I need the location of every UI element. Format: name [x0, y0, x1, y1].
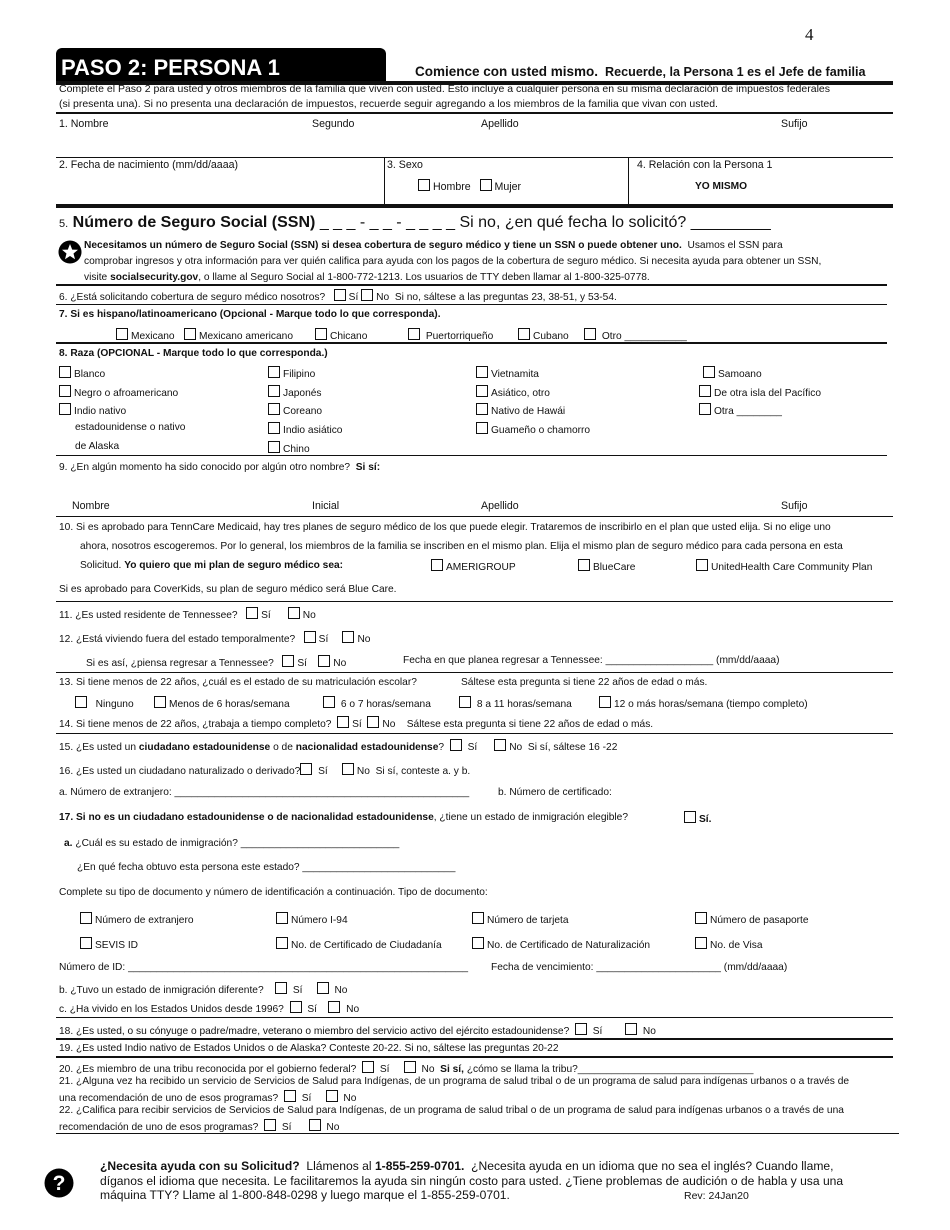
q15-no-checkbox[interactable]: [494, 739, 506, 751]
q17-doc-naturalizacion: [472, 937, 650, 951]
q13-skip: Sáltese esta pregunta si tiene 22 años de edad o más.: [461, 677, 708, 688]
q10-plan-bluecare: [578, 559, 635, 573]
q12-si-label: Sí: [318, 634, 329, 645]
q8-japones-label: Japonés: [283, 388, 322, 399]
q9-apellido-label: Apellido: [481, 500, 519, 512]
q22-line-2: [59, 1119, 339, 1133]
q8-blanco: [59, 366, 105, 380]
q11-no-checkbox[interactable]: [288, 607, 300, 619]
q14-no-label: No: [382, 719, 396, 730]
q12-no-label: No: [357, 634, 371, 645]
q16-rest: Si sí, conteste a. y b.: [375, 766, 471, 777]
q8-indio-asiatico-checkbox[interactable]: [268, 422, 280, 434]
q8-filipino: [268, 366, 315, 380]
q17-doc-visa: [695, 937, 762, 951]
q17-doc-ciudadania-checkbox[interactable]: [276, 937, 288, 949]
q17-doc-extranjero: [80, 912, 194, 926]
q8-blanco-label: Blanco: [74, 369, 106, 380]
q17-doc-extranjero-checkbox[interactable]: [80, 912, 92, 924]
q8-filipino-label: Filipino: [283, 369, 316, 380]
q21-line-1: 21. ¿Alguna vez ha recibido un servicio de Servicios de Salud para Indígenas, de un programa de salud tribal o de un programa de salud para indígenas urbanos o a través de: [59, 1076, 850, 1087]
q7-mexicano-americano-checkbox[interactable]: [184, 328, 196, 340]
q20-bold: Si sí,: [440, 1064, 464, 1075]
q8-indio-nativo-line3: de Alaska: [75, 441, 120, 452]
q6-rest: Si no, sáltese a las preguntas 23, 38-51, y 53-54.: [394, 292, 617, 303]
q16-numero-extranjero: a. Número de extranjero: ____________________________________________________: [59, 787, 470, 798]
q7-cubano-label: Cubano: [533, 331, 569, 342]
q7-mexicano-label: Mexicano: [131, 331, 175, 342]
q10-rule: [56, 601, 893, 602]
q7-mexicano-americano-label: Mexicano americano: [199, 331, 293, 342]
q17-a-bold: a.: [64, 838, 73, 849]
subtitle-bold: Comience con usted mismo.: [415, 64, 599, 79]
q11-si-label: Sí: [261, 610, 271, 621]
q8-chino: [268, 441, 310, 455]
section-title: PASO 2: PERSONA 1: [61, 55, 280, 80]
q1-rule: [56, 157, 893, 158]
q3-mujer-label: Mujer: [494, 181, 522, 193]
q6-si-checkbox[interactable]: [334, 289, 346, 301]
q17-a-label: ¿Cuál es su estado de inmigración? ____________________________: [75, 838, 400, 849]
q8-japones: [268, 385, 322, 399]
q8-guameno: [476, 422, 590, 436]
q10-solicitud: Solicitud.: [80, 560, 122, 571]
q1-segundo-label: Segundo: [312, 118, 355, 130]
q21-no-label: No: [343, 1093, 357, 1104]
q17-doc-pasaporte-label: Número de pasaporte: [710, 915, 809, 926]
q21-line-2: [59, 1090, 356, 1104]
q20-si-label: Sí: [379, 1064, 390, 1075]
q8-otra-label: Otra ________: [714, 406, 782, 417]
q2-birthdate-label: 2. Fecha de nacimiento (mm/dd/aaaa): [59, 159, 239, 171]
q8-filipino-checkbox[interactable]: [268, 366, 280, 378]
q21-no-checkbox[interactable]: [326, 1090, 338, 1102]
q17-doc-i94: [276, 912, 348, 926]
q7-opt-cubano: [518, 328, 569, 342]
q13-menos6-checkbox[interactable]: [154, 696, 166, 708]
q10-amerigroup-checkbox[interactable]: [431, 559, 443, 571]
q13-12omas-label: 12 o más horas/semana (tiempo completo): [614, 699, 808, 710]
q17-b-label: b. ¿Tuvo un estado de inmigración diferente?: [59, 985, 264, 996]
q10-line-2: ahora, nosotros escogeremos. Por lo general, los miembros de la familia se inscriben en el mismo plan. Elija el mismo plan de seguro médico para cada persona en esta: [80, 541, 843, 552]
q12-row: [59, 631, 370, 645]
q17-doc-extranjero-label: Número de extranjero: [95, 915, 194, 926]
q4-relacion-label: 4. Relación con la Persona 1: [637, 159, 773, 171]
footer-line-2: díganos el idioma que necesita. Le facilitaremos la ayuda sin ningún costo para usted. ¿Tiene problemas de audición o de habla y usa una: [100, 1174, 844, 1188]
q10-plan-amerigroup: [431, 559, 516, 573]
q3-sexo-label: 3. Sexo: [387, 159, 423, 171]
q17-c-row: [59, 1001, 359, 1015]
q10-plan-prompt: Yo quiero que mi plan de seguro médico sea:: [124, 560, 344, 571]
q21-si-label: Sí: [301, 1093, 312, 1104]
q7-opt-chicano: [315, 328, 367, 342]
q14-skip: Sáltese esta pregunta si tiene 22 años de edad o más.: [406, 719, 654, 730]
q17-a2: ¿En qué fecha obtuvo esta persona este estado? ___________________________: [77, 862, 456, 873]
q8-otra-isla-label: De otra isla del Pacífico: [714, 388, 822, 399]
q8-asiatico-otro-label: Asiático, otro: [491, 388, 550, 399]
intro-rule: [56, 112, 893, 114]
q7-opt-mexicano: [116, 328, 175, 342]
footer-bold-1: ¿Necesita ayuda con su Solicitud?: [100, 1159, 300, 1173]
q17-c-no-label: No: [346, 1004, 360, 1015]
q8-negro-label: Negro o afroamericano: [74, 388, 179, 399]
q12-sub-no-label: No: [333, 658, 347, 669]
q18-si-label: Sí: [592, 1026, 603, 1037]
q15-nacionalidad: nacionalidad estadounidense: [295, 742, 439, 753]
q3-q4-divider: [628, 157, 629, 204]
q5-note-rest: Usamos el SSN para: [687, 240, 783, 251]
q8-indio-nativo-checkbox[interactable]: [59, 403, 71, 415]
q10-unitedhealth-label: UnitedHealth Care Community Plan: [711, 562, 873, 573]
q9-nombre-label: Nombre: [72, 500, 110, 512]
q8-blanco-checkbox[interactable]: [59, 366, 71, 378]
q5-blanks: _ _ _ - _ _ - _ _ _ _: [319, 214, 456, 231]
q13-opt-12omas: [599, 696, 808, 710]
q16-label: 16. ¿Es usted un ciudadano naturalizado o derivado?: [59, 766, 301, 777]
q16-si-label: Sí: [318, 766, 328, 777]
q9-bold: Si sí:: [355, 462, 381, 473]
footer-line-3: máquina TTY? Llame al 1-800-848-0298 y luego marque el 1-855-259-0701.: [100, 1188, 510, 1202]
q8-otra-isla-checkbox[interactable]: [699, 385, 711, 397]
q13-menos6-label: Menos de 6 horas/semana: [169, 699, 290, 710]
q22-si-checkbox[interactable]: [264, 1119, 276, 1131]
q15-mid: o de: [273, 742, 293, 753]
q17-doc-naturalizacion-label: No. de Certificado de Naturalización: [487, 940, 651, 951]
q5-rule: [56, 284, 887, 286]
q12-no-checkbox[interactable]: [342, 631, 354, 643]
q9-label: 9. ¿En algún momento ha sido conocido por algún otro nombre?: [59, 462, 351, 473]
q5-note-phone: , o llame al Seguro Social al 1-800-772-1213. Los usuarios de TTY deben llamar al 1-800-325-0778.: [198, 272, 650, 283]
q4-relacion-value: YO MISMO: [695, 181, 748, 192]
q6-rule: [56, 304, 887, 305]
q17-si: [684, 811, 711, 825]
q8-coreano-checkbox[interactable]: [268, 403, 280, 415]
q7-puertorriqueno-checkbox[interactable]: [408, 328, 420, 340]
q8-chino-label: Chino: [283, 444, 310, 455]
q17-a-row: [64, 838, 399, 849]
q17-doc-tarjeta: [472, 912, 569, 926]
q8-japones-checkbox[interactable]: [268, 385, 280, 397]
q20-label: 20. ¿Es miembro de una tribu reconocida por el gobierno federal?: [59, 1064, 357, 1075]
q17-doc-pasaporte: [695, 912, 809, 926]
q14-si-checkbox[interactable]: [337, 716, 349, 728]
q15-si-checkbox[interactable]: [450, 739, 462, 751]
q17-doc-naturalizacion-checkbox[interactable]: [472, 937, 484, 949]
q13-opt-menos6: [154, 696, 290, 710]
q14-rule: [56, 733, 893, 734]
q13-12omas-checkbox[interactable]: [599, 696, 611, 708]
q8-nativo-hawai-checkbox[interactable]: [476, 403, 488, 415]
q6-no-label: No: [376, 292, 390, 303]
q13-label: 13. Si tiene menos de 22 años, ¿cuál es el estado de su matriculación escolar?: [59, 677, 417, 688]
q12-sub-row: [86, 655, 346, 669]
q5-ssn: [59, 214, 771, 232]
q6-row: [59, 289, 617, 303]
q13-ninguno-checkbox[interactable]: [75, 696, 87, 708]
q20-rest: ¿cómo se llama la tribu?_______________________________: [466, 1064, 754, 1075]
q17-doc-visa-label: No. de Visa: [710, 940, 763, 951]
subtitle-rest: Recuerde, la Persona 1 es el Jefe de familia: [605, 65, 866, 79]
q15-row: [59, 739, 617, 753]
footer-phone: 1-855-259-0701.: [374, 1159, 465, 1173]
q17-doc-i94-checkbox[interactable]: [276, 912, 288, 924]
q20-row: [59, 1061, 753, 1075]
q10-plan-unitedhealth: [696, 559, 872, 573]
q8-indio-nativo: [59, 403, 126, 417]
revision-date: Rev: 24Jan20: [684, 1190, 749, 1202]
q6-si-label: Sí: [348, 292, 359, 303]
q3-hombre-checkbox[interactable]: [418, 179, 430, 191]
q11-label: 11. ¿Es usted residente de Tennessee?: [59, 610, 238, 621]
q8-samoano-label: Samoano: [718, 369, 762, 380]
q8-vietnamita: [476, 366, 539, 380]
q17-numero-id: Número de ID: ____________________________________________________________: [59, 962, 469, 973]
q17-b-no-label: No: [334, 985, 348, 996]
q7-puertorriqueno-label: Puertorriqueño: [425, 331, 494, 342]
intro-line-1: Complete el Paso 2 para usted y otros miembros de la familia que viven con usted. Esto incluye a cualquier persona en su misma declaración de impuestos federales: [59, 83, 830, 95]
q8-chino-checkbox[interactable]: [268, 441, 280, 453]
q16-si-checkbox[interactable]: [300, 763, 312, 775]
q20-no-checkbox[interactable]: [404, 1061, 416, 1073]
q7-opt-mexicano-americano: [184, 328, 293, 342]
q18-label: 18. ¿Es usted, o su cónyuge o padre/madre, veterano o miembro del servicio activo del ejército estadounidense?: [59, 1026, 570, 1037]
q9-inicial-label: Inicial: [312, 500, 340, 512]
q2-q3-divider: [384, 157, 385, 204]
q10-amerigroup-label: AMERIGROUP: [446, 562, 516, 573]
q17-rest: , ¿tiene un estado de inmigración elegible?: [433, 812, 629, 823]
q8-nativo-hawai-label: Nativo de Hawái: [491, 406, 566, 417]
q8-label: 8. Raza (OPCIONAL - Marque todo lo que corresponda.): [59, 348, 328, 359]
q8-nativo-hawai: [476, 403, 565, 417]
q17-doc-pasaporte-checkbox[interactable]: [695, 912, 707, 924]
q20-no-label: No: [421, 1064, 435, 1075]
q9-sufijo-label: Sufijo: [781, 500, 808, 512]
q17-row: [59, 812, 628, 823]
q13-6o7-checkbox[interactable]: [323, 696, 335, 708]
q17-c-no-checkbox[interactable]: [328, 1001, 340, 1013]
q8-indio-nativo-line2: estadounidense o nativo: [75, 422, 186, 433]
q5-note-line-3: [84, 272, 650, 283]
q12-sub-no-checkbox[interactable]: [318, 655, 330, 667]
q17-doc-sevis-checkbox[interactable]: [80, 937, 92, 949]
q4-rule: [56, 204, 893, 208]
q19-rule: [56, 1056, 893, 1058]
q14-row: [59, 716, 653, 730]
q14-no-checkbox[interactable]: [367, 716, 379, 728]
q8-asiatico-otro: [476, 385, 550, 399]
q22-no-label: No: [326, 1122, 340, 1133]
q5-num: 5.: [59, 218, 69, 230]
footer-text-2: ¿Necesita ayuda en un idioma que no sea el inglés? Cuando llame,: [471, 1159, 834, 1173]
svg-text:?: ?: [52, 1172, 66, 1195]
q18-no-checkbox[interactable]: [625, 1023, 637, 1035]
q8-otra-checkbox[interactable]: [699, 403, 711, 415]
q17-b-si-checkbox[interactable]: [275, 982, 287, 994]
q21-line-2-text: una recomendación de uno de esos programas?: [59, 1093, 279, 1104]
q7-otro-label: Otro ___________: [601, 331, 687, 342]
q10-bluecare-label: BlueCare: [593, 562, 636, 573]
q13-opt-6o7: [323, 696, 431, 710]
q18-si-checkbox[interactable]: [575, 1023, 587, 1035]
q17-doc-tarjeta-label: Número de tarjeta: [487, 915, 569, 926]
q12-si-checkbox[interactable]: [304, 631, 316, 643]
q5-rest: Si no, ¿en qué fecha lo solicitó? _________: [459, 214, 771, 231]
q17-c-label: c. ¿Ha vivido en los Estados Unidos desde 1996?: [59, 1004, 284, 1015]
q7-rule: [56, 342, 887, 344]
q17-doc-prompt: Complete su tipo de documento y número de identificación a continuación. Tipo de documento:: [59, 887, 488, 898]
q8-guameno-checkbox[interactable]: [476, 422, 488, 434]
q17-b-no-checkbox[interactable]: [317, 982, 329, 994]
q16-no-checkbox[interactable]: [342, 763, 354, 775]
q17-vencimiento: Fecha de vencimiento: ______________________ (mm/dd/aaaa): [491, 962, 788, 973]
q5-label: Número de Seguro Social (SSN): [72, 214, 316, 231]
q17-si-label: Sí.: [699, 814, 712, 825]
q11-row: [59, 607, 316, 621]
page-number: 4: [805, 25, 814, 44]
q20-si-checkbox[interactable]: [362, 1061, 374, 1073]
q8-guameno-label: Guameño o chamorro: [491, 425, 591, 436]
q9-rule: [56, 516, 893, 517]
q17-si-checkbox[interactable]: [684, 811, 696, 823]
intro-line-2: (si presenta una). Si no presenta una declaración de impuestos, recuerde seguir agregando a los miembros de la familia que vivan con usted.: [59, 98, 718, 110]
q22-line-1: 22. ¿Califica para recibir servicios de Servicios de Salud para Indígenas, de un programa de salud tribal o de un programa de salud para indígenas urbanos o a través de una: [59, 1105, 844, 1116]
q1-sufijo-label: Sufijo: [781, 118, 808, 130]
q5-note-website: socialsecurity.gov: [110, 272, 199, 283]
q10-coverkids: Si es aprobado para CoverKids, su plan de seguro médico será Blue Care.: [59, 584, 397, 595]
q5-note-line-1: [84, 240, 783, 251]
star-icon: [58, 240, 82, 264]
q12-label: 12. ¿Está viviendo fuera del estado temporalmente?: [59, 634, 296, 645]
q16-row: [59, 763, 470, 777]
q22-line-2-text: recomendación de uno de esos programas?: [59, 1122, 259, 1133]
q15-ciudadano: ciudadano estadounidense: [138, 742, 271, 753]
q13-8a11-checkbox[interactable]: [459, 696, 471, 708]
q17-c-si-label: Sí: [307, 1004, 317, 1015]
q10-line-1: 10. Si es aprobado para TennCare Medicaid, hay tres planes de seguro médico de los que puede elegir. Trataremos de inscribirlo en el plan que usted elija. Si no elige uno: [59, 522, 831, 533]
q15-rest: Si sí, sáltese 16 -22: [527, 742, 618, 753]
q1-nombre-label: 1. Nombre: [59, 118, 109, 130]
q17-doc-i94-label: Número I-94: [291, 915, 348, 926]
q12-rule: [56, 672, 893, 673]
q10-bluecare-checkbox[interactable]: [578, 559, 590, 571]
q17-b-si-label: Sí: [292, 985, 303, 996]
q5-note-bold: Necesitamos un número de Seguro Social (SSN) si desea cobertura de seguro médico y tiene un SSN o puede obtener uno.: [84, 240, 682, 251]
q17-bold: 17. Si no es un ciudadano estadounidense o de nacionalidad estadounidense: [59, 812, 434, 823]
q17-doc-sevis: [80, 937, 138, 951]
q8-otra: [699, 403, 782, 417]
q22-no-checkbox[interactable]: [309, 1119, 321, 1131]
q17-doc-ciudadania-label: No. de Certificado de Ciudadanía: [291, 940, 442, 951]
q7-label: 7. Si es hispano/latinoamericano (Opcional - Marque todo lo que corresponda).: [59, 309, 441, 320]
q14-label: 14. Si tiene menos de 22 años, ¿trabaja a tiempo completo?: [59, 719, 332, 730]
q8-coreano: [268, 403, 322, 417]
q12-sub-si-label: Sí: [297, 658, 307, 669]
q10-line-3: [80, 560, 343, 571]
q8-indio-asiatico-label: Indio asiático: [283, 425, 343, 436]
q8-vietnamita-label: Vietnamita: [491, 369, 539, 380]
q15-post: ?: [438, 742, 445, 753]
q16-no-label: No: [356, 766, 370, 777]
q8-vietnamita-checkbox[interactable]: [476, 366, 488, 378]
q8-negro-checkbox[interactable]: [59, 385, 71, 397]
q10-unitedhealth-checkbox[interactable]: [696, 559, 708, 571]
q5-note-line-2: comprobar ingresos y otra información para ver quién califica para ayuda con los pagos de la cobertura de seguro médico. Si necesita ayuda para obtener un SSN,: [84, 256, 822, 267]
q21-si-checkbox[interactable]: [284, 1090, 296, 1102]
q15-no-label: No: [509, 742, 523, 753]
q1-apellido-label: Apellido: [481, 118, 519, 130]
q17-rule: [56, 1017, 893, 1018]
q18-rule: [56, 1038, 893, 1040]
q14-si-label: Sí: [352, 719, 362, 730]
q7-opt-puertorriqueno: [408, 328, 493, 342]
q17-c-si-checkbox[interactable]: [290, 1001, 302, 1013]
q3-options: [418, 179, 521, 193]
q7-opt-otro: [584, 328, 687, 342]
q7-cubano-checkbox[interactable]: [518, 328, 530, 340]
q7-chicano-label: Chicano: [330, 331, 368, 342]
q3-hombre-label: Hombre: [433, 181, 471, 193]
q13-8a11-label: 8 a 11 horas/semana: [476, 699, 572, 710]
q8-indio-asiatico: [268, 422, 342, 436]
q16-numero-certificado: b. Número de certificado:: [498, 787, 612, 798]
q17-doc-ciudadania: [276, 937, 442, 951]
footer-line-1: [100, 1159, 833, 1173]
q12-sub-si-checkbox[interactable]: [282, 655, 294, 667]
q8-samoano: [703, 366, 762, 380]
q9-row: [59, 462, 380, 473]
q22-rule: [56, 1133, 899, 1134]
q18-row: [59, 1023, 656, 1037]
help-icon: [44, 1168, 74, 1198]
q15-pre: 15. ¿Es usted un: [59, 742, 137, 753]
q13-6o7-label: 6 o 7 horas/semana: [340, 699, 431, 710]
footer-text-1: Llámenos al: [306, 1159, 372, 1173]
q7-mexicano-checkbox[interactable]: [116, 328, 128, 340]
q11-no-label: No: [302, 610, 316, 621]
q8-otra-isla: [699, 385, 821, 399]
q13-ninguno-label: Ninguno: [95, 699, 134, 710]
q7-chicano-checkbox[interactable]: [315, 328, 327, 340]
q8-samoano-checkbox[interactable]: [703, 366, 715, 378]
q19-label: 19. ¿Es usted Indio nativo de Estados Unidos o de Alaska? Conteste 20-22. Si no, sáltese las preguntas 20-22: [59, 1043, 559, 1054]
q8-coreano-label: Coreano: [283, 406, 323, 417]
q8-rule: [56, 455, 887, 456]
q17-b-row: [59, 982, 347, 996]
q22-si-label: Sí: [281, 1122, 292, 1133]
q12-sub-label: Si es así, ¿piensa regresar a Tennessee?: [86, 658, 274, 669]
q13-opt-8a11: [459, 696, 572, 710]
q7-otro-checkbox[interactable]: [584, 328, 596, 340]
q13-opt-ninguno: [75, 696, 134, 710]
q12-fecha: Fecha en que planea regresar a Tennessee: ___________________ (mm/dd/aaaa): [403, 655, 780, 666]
q8-asiatico-otro-checkbox[interactable]: [476, 385, 488, 397]
q15-si-label: Sí: [467, 742, 478, 753]
q8-indio-nativo-label: Indio nativo: [74, 406, 127, 417]
q6-label: 6. ¿Está solicitando cobertura de seguro médico nosotros?: [59, 292, 326, 303]
q3-mujer-checkbox[interactable]: [480, 179, 492, 191]
q6-no-checkbox[interactable]: [361, 289, 373, 301]
section-subtitle: [415, 64, 865, 79]
q8-negro: [59, 385, 178, 399]
q17-doc-tarjeta-checkbox[interactable]: [472, 912, 484, 924]
q18-no-label: No: [642, 1026, 656, 1037]
q11-si-checkbox[interactable]: [246, 607, 258, 619]
q17-doc-visa-checkbox[interactable]: [695, 937, 707, 949]
q5-note-visite: visite: [84, 272, 108, 283]
q17-doc-sevis-label: SEVIS ID: [95, 940, 139, 951]
